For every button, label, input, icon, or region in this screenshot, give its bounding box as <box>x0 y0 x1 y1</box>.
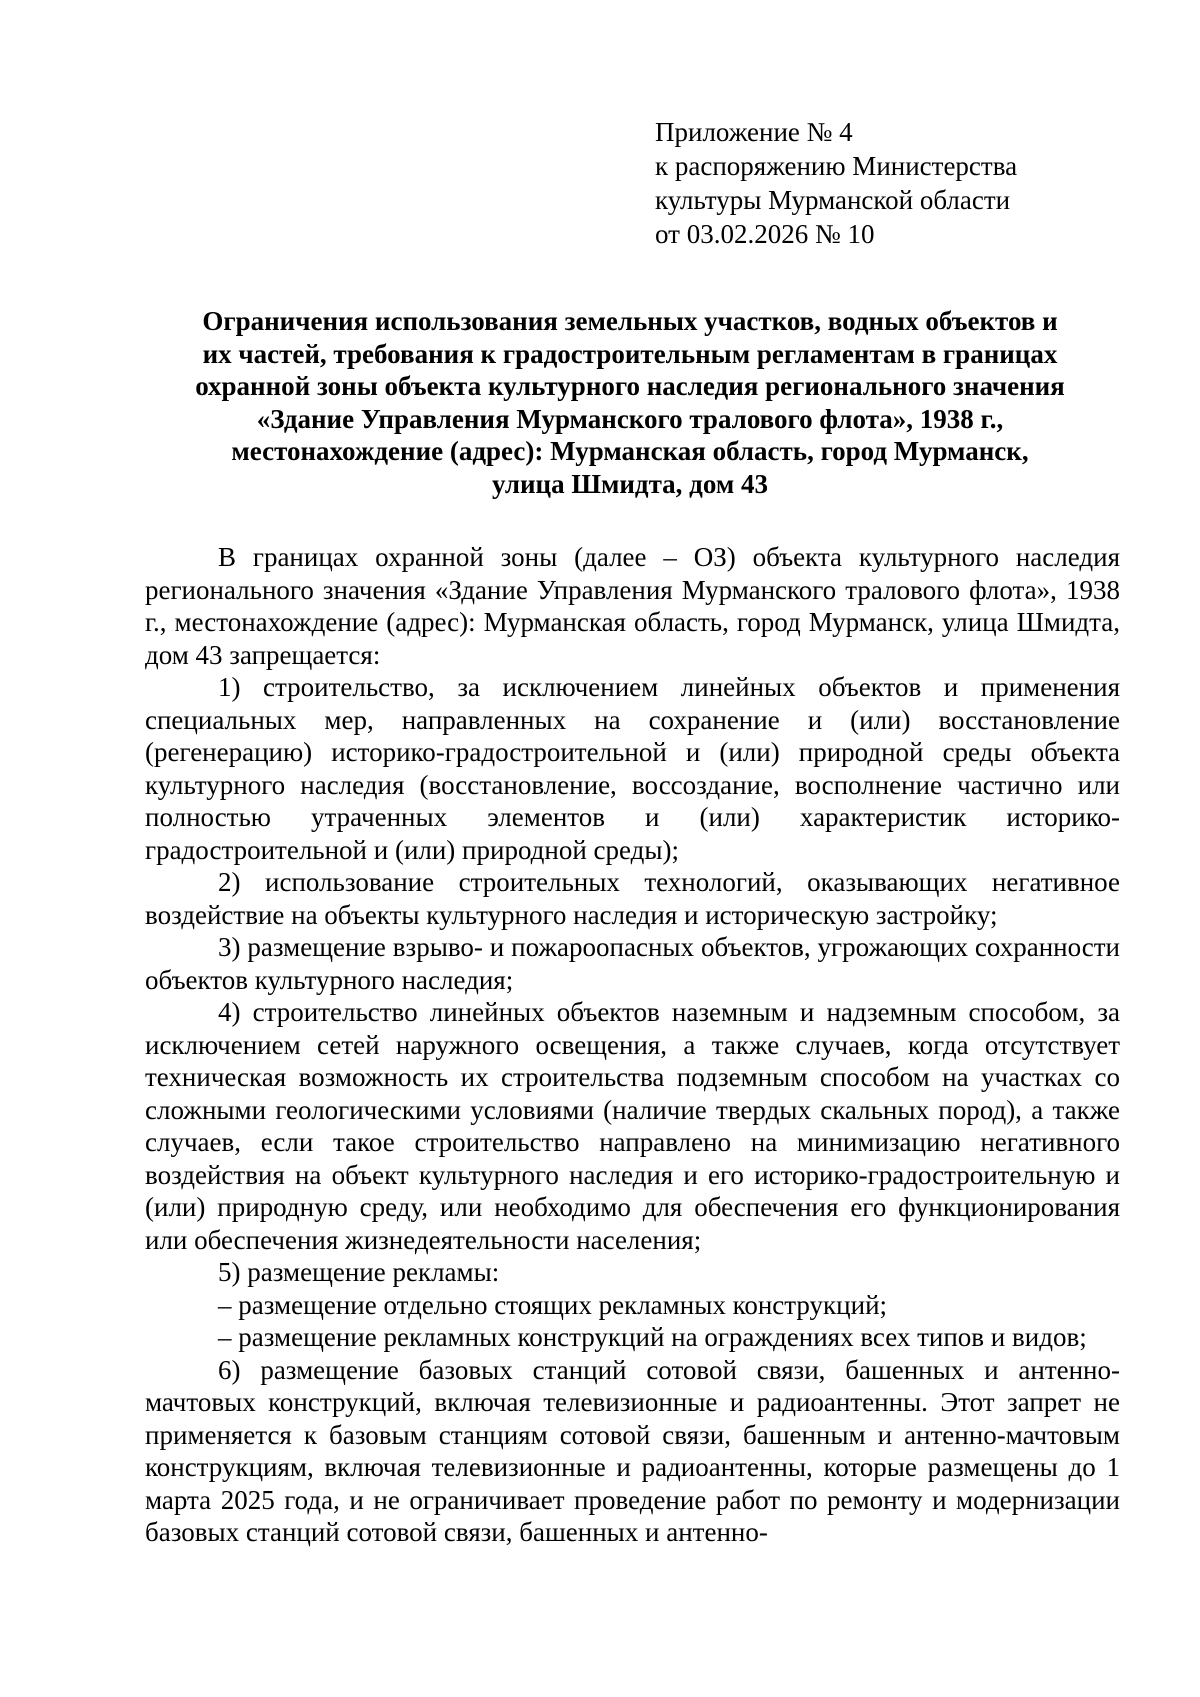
appendix-date-number: от 03.02.2026 № 10 <box>655 219 875 249</box>
title-line-2: их частей, требования к градостроительным регламентам в границах <box>202 338 1058 369</box>
list-item-3: 3) размещение взрыво- и пожароопасных объектов, угрожающих сохранности объектов культурного наследия; <box>145 932 1120 995</box>
appendix-header <box>655 115 1017 251</box>
title-line-4: «Здание Управления Мурманского тралового флота», 1938 г., <box>256 403 1004 434</box>
list-item-5: 5) размещение рекламы: <box>218 1257 500 1287</box>
intro-paragraph: В границах охранной зоны (далее – ОЗ) объекта культурного наследия регионального значения «Здание Управления Мурманского тралового флота», 1938 г., местонахождение (адрес): Мурманская область, город Мурманск, улица Шмидта, дом 43 запрещается: <box>145 542 1120 670</box>
list-item-5-dash-2: – размещение рекламных конструкций на ограждениях всех типов и видов; <box>218 1322 1087 1352</box>
list-item-5-dash-1: – размещение отдельно стоящих рекламных конструкций; <box>218 1289 888 1320</box>
appendix-ministry: культуры Мурманской области <box>655 185 1011 215</box>
appendix-order-ref: к распоряжению Министерства <box>655 151 1018 181</box>
title-line-6: улица Шмидта, дом 43 <box>492 468 768 499</box>
appendix-number: Приложение № 4 <box>655 117 853 147</box>
list-item-4: 4) строительство линейных объектов наземным и надземным способом, за исключением сетей наружного освещения, а также случаев, когда отсутствует техническая возможность их строительства подземным способом на участках со сложными геологическими условиями (наличие твердых скальных пород), а также случаев, если такое строительство направлено на минимизацию негативного воздействия на объект культурного наследия и его историко-градостроительную и (или) природную среду, или необходимо для обеспечения его функционирования или обеспечения жизнедеятельности населения; <box>145 997 1120 1255</box>
title-line-5: местонахождение (адрес): Мурманская область, город Мурманск, <box>231 436 1029 466</box>
document-title <box>140 305 1120 500</box>
title-line-1: Ограничения использования земельных участков, водных объектов и <box>202 306 1058 336</box>
list-item-1: 1) строительство, за исключением линейных объектов и применения специальных мер, направленных на сохранение и (или) восстановление (регенерацию) историко-градостроительной и (или) природной среды объекта культурного наследия (восстановление, воссоздание, восполнение частично или полностью утраченных элементов и (или) характеристик историко-градостроительной и (или) природной среды); <box>145 672 1120 865</box>
document-body <box>145 541 1120 1549</box>
list-item-2: 2) использование строительных технологий, оказывающих негативное воздействие на объекты культурного наследия и историческую застройку; <box>145 867 1120 930</box>
list-item-6: 6) размещение базовых станций сотовой связи, башенных и антенно-мачтовых конструкций, включая телевизионные и радиоантенны. Этот запрет не применяется к базовым станциям сотовой связи, башенным и антенно-мачтовым конструкциям, включая телевизионные и радиоантенны, которые размещены до 1 марта 2025 года, и не ограничивает проведение работ по ремонту и модернизации базовых станций сотовой связи, башенных и антенно- <box>145 1354 1120 1547</box>
title-line-3: охранной зоны объекта культурного наследия регионального значения <box>195 371 1065 401</box>
